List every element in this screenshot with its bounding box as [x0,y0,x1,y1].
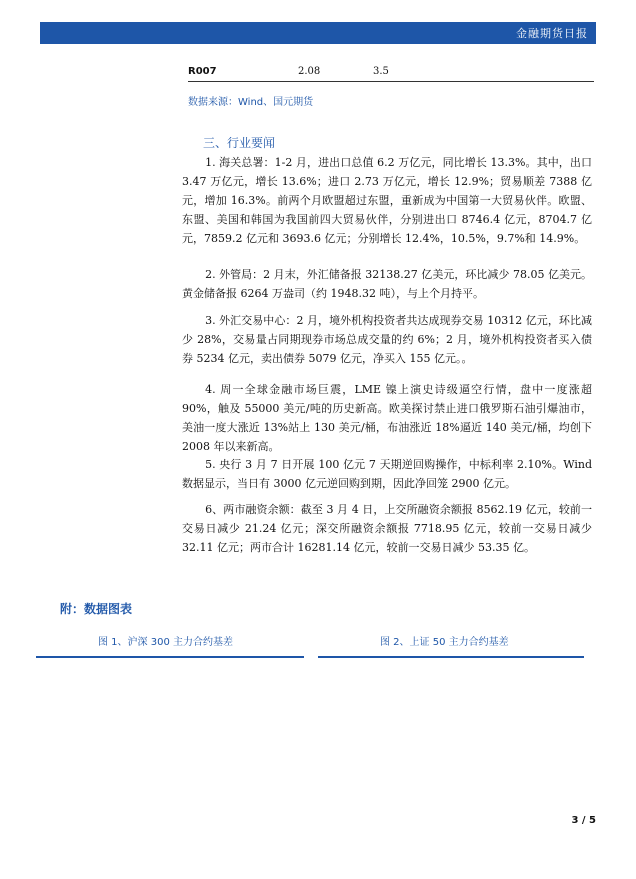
news-item-5: 5. 央行 3 月 7 日开展 100 亿元 7 天期逆回购操作，中标利率 2.10%。Wind 数据显示，当日有 3000 亿元逆回购到期，因此净回笼 2900 亿元。 [182,458,592,490]
news-item-4: 4. 周一全球金融市场巨震，LME 镍上演史诗级逼空行情，盘中一度涨超 90%，触及 55000 美元/吨的历史新高。欧美探讨禁止进口俄罗斯石油引爆油市，美油一度大涨近 13%站上 130 美元/桶，布油涨近 18%逼近 140 美元/桶，均创下 2008 年以来新高。 [182,383,592,453]
report-title: 金融期货日报 [516,27,588,40]
header-bar [40,22,596,44]
table-row [188,65,594,82]
table-cell-name: R007 [188,66,217,77]
table-cell-value1: 2.08 [298,66,321,77]
table-cell-value2: 3.5 [373,66,389,77]
news-item-1: 1. 海关总署：1-2 月，进出口总值 6.2 万亿元，同比增长 13.3%。其中，出口 3.47 万亿元，增长 13.6%；进口 2.73 万亿元，增长 12.9%；贸易顺差 7388 亿元，增加 16.3%。前两个月欧盟超过东盟，重新成为中国第一大贸易伙伴。欧盟、东盟、美国和韩国为我国前四大贸易伙伴，分别进出口 8746.4 亿元，8704.7 亿元，7859.2 亿元和 3693.6 亿元；分别增长 12.4%，10.5%，9.7%和 14.9%。 [182,156,592,245]
data-source-note: 数据来源：Wind、国元期货 [188,97,314,108]
news-item-6: 6、两市融资余额：截至 3 月 4 日，上交所融资余额报 8562.19 亿元，较前一交易日减少 21.24 亿元；深交所融资余额报 7718.95 亿元，较前一交易日减少 32.11 亿元；两市合计 16281.14 亿元，较前一交易日减少 53.35 亿。 [182,503,592,554]
news-item-2: 2. 外管局：2 月末，外汇储备报 32138.27 亿美元，环比减少 78.05 亿美元。黄金储备报 6264 万盎司（约 1948.32 吨），与上个月持平。 [182,268,592,300]
figure-2-caption: 图 2、上证 50 主力合约基差 [380,637,509,648]
news-item-3: 3. 外汇交易中心：2 月，境外机构投资者共达成现券交易 10312 亿元，环比减少 28%，交易量占同期现券市场总成交量的约 6%；2 月，境外机构投资者买入债券 5234 亿元，卖出债券 5079 亿元，净买入 155 亿元。。 [182,314,592,365]
figure-1-caption: 图 1、沪深 300 主力合约基差 [98,637,233,648]
figure-2-rule [318,656,584,658]
figure-1-rule [36,656,304,658]
appendix-heading: 附：数据图表 [60,602,133,616]
page-number: 3 / 5 [571,815,596,826]
section-heading: 三、行业要闻 [203,136,276,150]
